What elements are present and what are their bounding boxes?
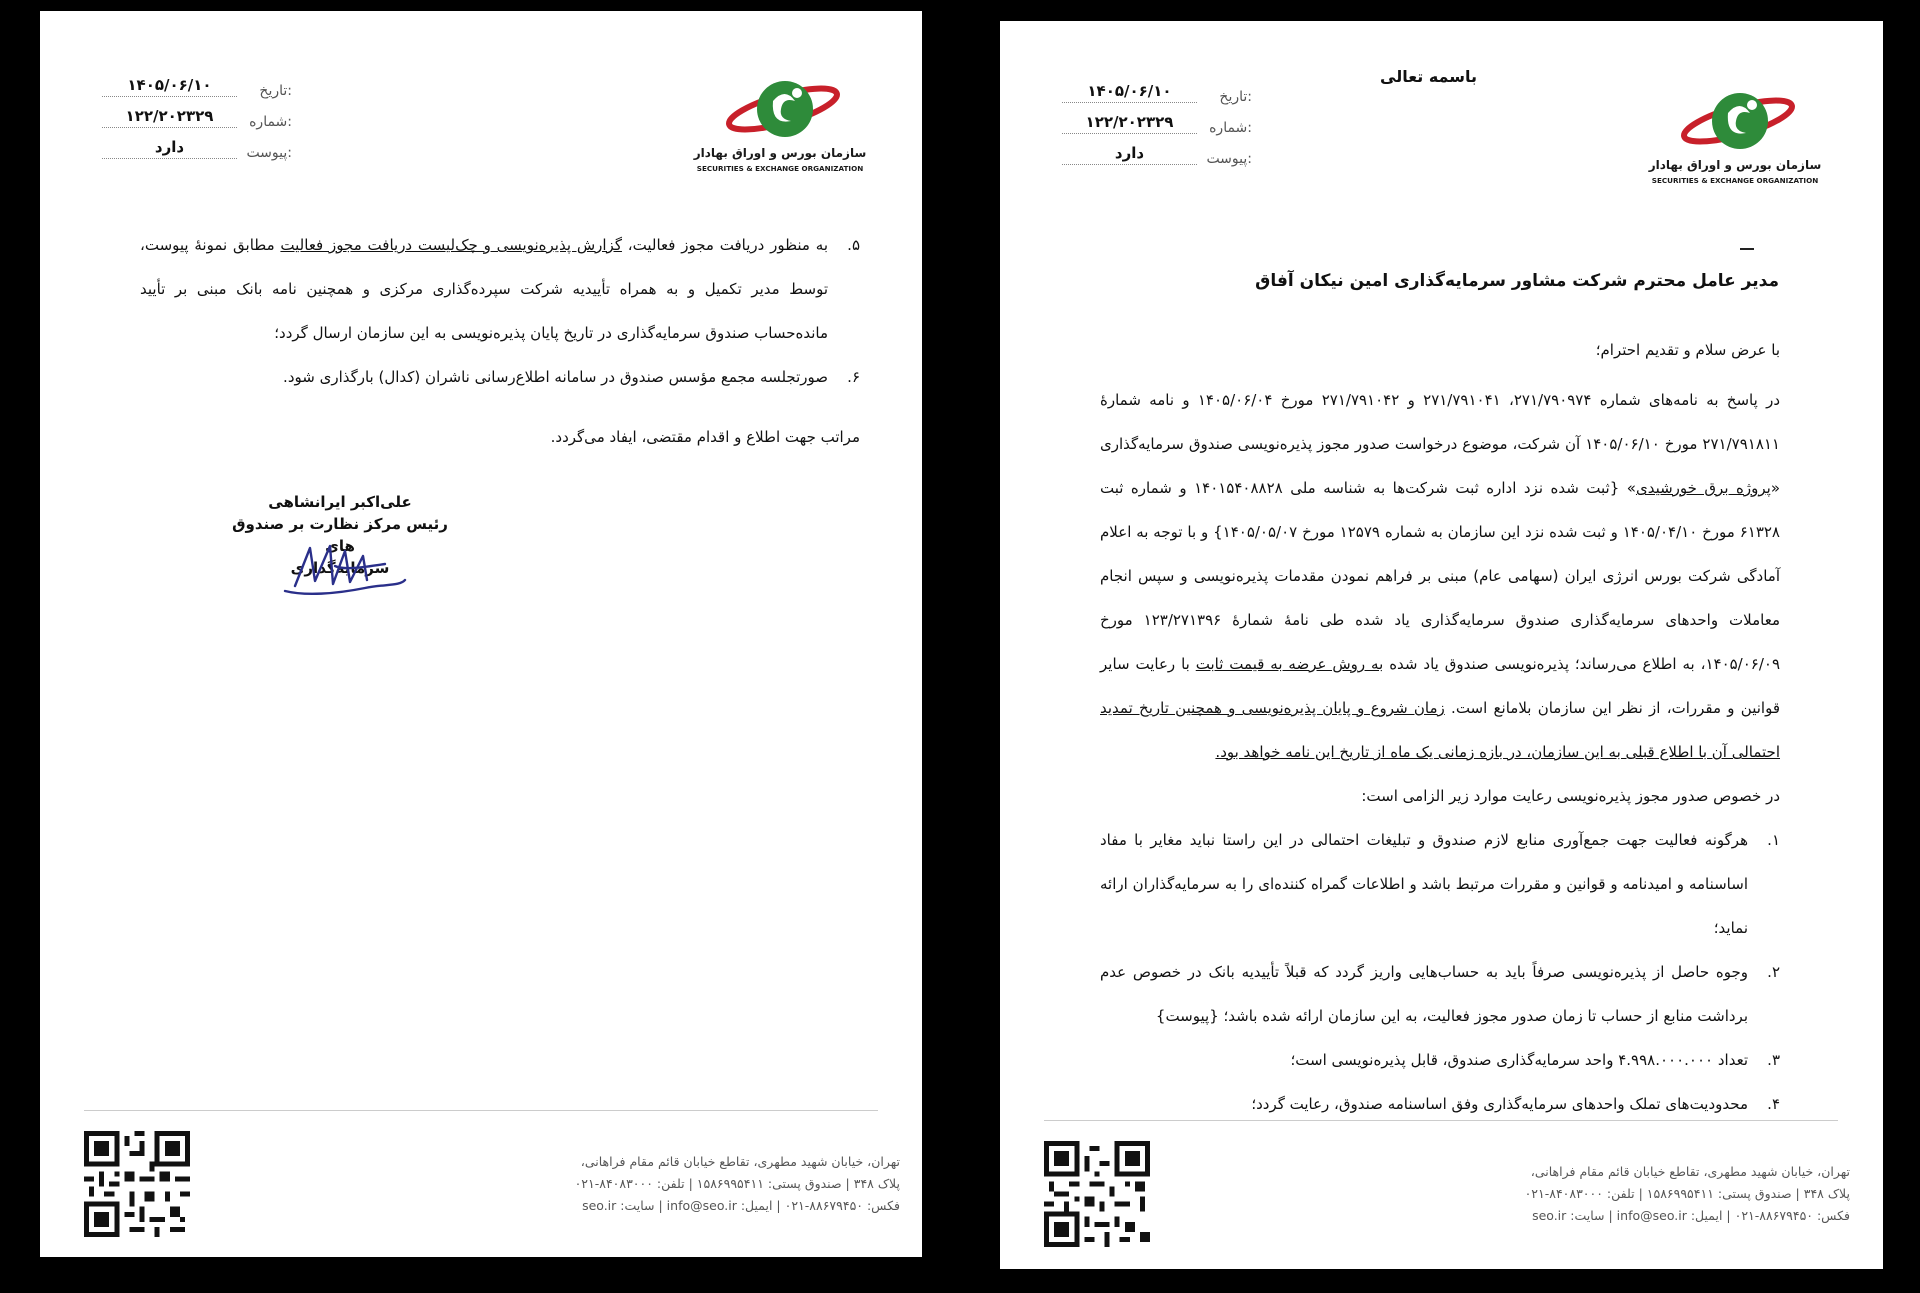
signer-name: علی‌اکبر ایرانشاهی bbox=[268, 493, 412, 511]
seo-logo bbox=[693, 71, 867, 181]
item-number: ۱. bbox=[1767, 831, 1780, 849]
item-number: ۵. bbox=[847, 236, 860, 254]
underlined-text: زمان شروع و پایان پذیره‌نویسی و همچنین تاریخ تمدید احتمالی آن با اطلاع قبلی به این سازمان، در بازه زمانی یک ماه از تاریخ این نامه خواهد بود. bbox=[1100, 699, 1780, 761]
contact-line-2: فکس: ۸۸۶۷۹۴۵۰-۰۲۱ | ایمیل: info@seo.ir | سایت: seo.ir bbox=[582, 1198, 900, 1213]
logo-name-fa: سازمان بورس و اوراق بهادار bbox=[1648, 158, 1822, 172]
signer-title-2: سرمایه‌گذاری bbox=[290, 559, 390, 577]
basmale-heading: باسمه تعالی bbox=[1380, 67, 1477, 86]
item-number: ۳. bbox=[1767, 1051, 1780, 1069]
item-number: ۴. bbox=[1767, 1095, 1780, 1113]
signer-title: رئیس مرکز نظارت بر صندوق های bbox=[232, 515, 448, 555]
number-value: ۱۲۲/۲۰۲۳۲۹ bbox=[1062, 113, 1197, 134]
closing-line: مراتب جهت اطلاع و اقدام مقتضی، ایفاد می‌گردد. bbox=[550, 428, 860, 446]
seo-logo-icon bbox=[1648, 83, 1822, 193]
item-text: مطابق نمونهٔ پیوست، توسط مدیر تکمیل و به همراه تأییدیه شرکت سپرده‌گذاری مرکزی و همچنین نامه بانک مبنی بر تأیید مانده‌حساب صندوق سرمایه‌گذاری در تاریخ پایان پذیره‌نویسی به این سازمان ارسال گردد؛ bbox=[140, 236, 828, 342]
item-text: هرگونه فعالیت جهت جمع‌آوری منابع لازم صندوق و تبلیغات احتمالی در این راستا نباید مغایر با مفاد اساسنامه و امیدنامه و قوانین و مقررات مرتبط باشد و اطلاعات گمراه کننده‌ای را به سرمایه‌گذاران ارائه نماید؛ bbox=[1100, 831, 1748, 937]
letter-body bbox=[1100, 328, 1780, 1126]
footer-address bbox=[1480, 1161, 1850, 1227]
underlined-text: به روش عرضه به قیمت ثابت bbox=[1195, 655, 1384, 673]
greeting: با عرض سلام و تقدیم احترام؛ bbox=[1595, 341, 1780, 359]
qr-code bbox=[1044, 1141, 1150, 1247]
item-text: محدودیت‌های تملک واحدهای سرمایه‌گذاری وفق اساسنامه صندوق، رعایت گردد؛ bbox=[1251, 1095, 1748, 1113]
contact-line: پلاک ۳۴۸ | صندوق پستی: ۱۵۸۶۹۹۵۴۱۱ | تلفن: ۸۴۰۸۳۰۰۰-۰۲۱ bbox=[1524, 1186, 1850, 1201]
logo-name-fa: سازمان بورس و اوراق بهادار bbox=[693, 146, 867, 160]
list-item bbox=[1100, 950, 1780, 1038]
seo-logo-icon bbox=[693, 71, 867, 181]
letter-meta bbox=[102, 77, 292, 170]
attachment-label: پیوست: bbox=[246, 145, 292, 161]
date-value: ۱۴۰۵/۰۶/۱۰ bbox=[1062, 82, 1197, 103]
attachment-value: دارد bbox=[102, 138, 237, 159]
qr-code-icon bbox=[1044, 1141, 1150, 1247]
fund-name: پروژه برق خورشیدی bbox=[1635, 479, 1771, 497]
paragraph-text: در پاسخ به نامه‌های شماره ۲۷۱/۷۹۰۹۷۴، ۲۷۱/۷۹۱۰۴۱ و ۲۷۱/۷۹۱۰۴۲ مورخ ۱۴۰۵/۰۶/۰۴ و نامه شمارهٔ ۲۷۱/۷۹۱۸۱۱ مورخ ۱۴۰۵/۰۶/۱۰ آن شرکت، موضوع درخواست صدور مجوز پذیره‌نویسی صندوق سرمایه‌گذاری « bbox=[1100, 391, 1780, 497]
letter-page-1 bbox=[1000, 21, 1883, 1269]
list-item bbox=[140, 223, 860, 355]
letter-page-2 bbox=[40, 11, 922, 1257]
footer-divider bbox=[1044, 1120, 1838, 1121]
list-item bbox=[1100, 1038, 1780, 1082]
item-text: صورتجلسه مجمع مؤسس صندوق در سامانه اطلاع‌رسانی ناشران (کدال) بارگذاری شود. bbox=[283, 368, 828, 386]
item-number: ۲. bbox=[1767, 963, 1780, 981]
logo-name-en: SECURITIES & EXCHANGE ORGANIZATION bbox=[1651, 176, 1819, 185]
address-line: تهران، خیابان شهید مطهری، تقاطع خیابان قائم مقام فراهانی، bbox=[1530, 1164, 1850, 1179]
footer-address bbox=[530, 1151, 900, 1217]
item-text: تعداد ۴.۹۹۸.۰۰۰.۰۰۰ واحد سرمایه‌گذاری صندوق، قابل پذیره‌نویسی است؛ bbox=[1290, 1051, 1748, 1069]
letter-body-continued bbox=[140, 223, 860, 459]
requirements-intro: در خصوص صدور مجوز پذیره‌نویسی رعایت موارد زیر الزامی است: bbox=[1361, 787, 1780, 805]
date-label: تاریخ: bbox=[259, 83, 292, 99]
main-paragraph bbox=[1100, 378, 1780, 774]
item-underlined-text: گزارش پذیره‌نویسی و چک‌لیست دریافت مجوز فعالیت bbox=[280, 236, 622, 254]
addressee-line: مدیر عامل محترم شرکت مشاور سرمایه‌گذاری امین نیکان آفاق bbox=[1255, 271, 1779, 291]
list-item bbox=[1100, 818, 1780, 950]
contact-line-2: فکس: ۸۸۶۷۹۴۵۰-۰۲۱ | ایمیل: info@seo.ir | سایت: seo.ir bbox=[1532, 1208, 1850, 1223]
qr-code bbox=[84, 1131, 190, 1237]
footer-divider bbox=[84, 1110, 878, 1111]
paragraph-text: با رعایت سایر قوانین و مقررات، از نظر این سازمان بلامانع است. bbox=[1100, 655, 1781, 717]
item-text: به منظور دریافت مجوز فعالیت، bbox=[621, 236, 828, 254]
seo-logo bbox=[1648, 83, 1822, 193]
letter-meta bbox=[1062, 83, 1252, 176]
attachment-label: پیوست: bbox=[1206, 151, 1252, 167]
number-value: ۱۲۲/۲۰۲۳۲۹ bbox=[102, 107, 237, 128]
contact-line: پلاک ۳۴۸ | صندوق پستی: ۱۵۸۶۹۹۵۴۱۱ | تلفن: ۸۴۰۸۳۰۰۰-۰۲۱ bbox=[574, 1176, 900, 1191]
item-text: وجوه حاصل از پذیره‌نویسی صرفاً باید به حساب‌هایی واریز گردد که قبلاً تأییدیه بانک در خصوص عدم برداشت منابع از حساب تا زمان صدور مجوز فعالیت، به این سازمان ارائه شده باشد؛ {پیوست} bbox=[1100, 963, 1748, 1025]
divider-dash bbox=[1740, 248, 1754, 250]
qr-code-icon bbox=[84, 1131, 190, 1237]
logo-name-en: SECURITIES & EXCHANGE ORGANIZATION bbox=[696, 164, 864, 173]
number-label: شماره: bbox=[249, 114, 292, 130]
address-line: تهران، خیابان شهید مطهری، تقاطع خیابان قائم مقام فراهانی، bbox=[580, 1154, 900, 1169]
paragraph-text: » {ثبت شده نزد اداره ثبت شرکت‌ها به شناسه ملی ۱۴۰۱۵۴۰۸۸۲۸ و شماره ثبت ۶۱۳۲۸ مورخ ۱۴۰۵/۰۴/۱۰ و ثبت شده نزد این سازمان به شماره ۱۲۵۷۹ مورخ ۱۴۰۵/۰۵/۰۷} و با توجه به اعلام آمادگی شرکت بورس انرژی ایران (سهامی عام) مبنی بر فراهم نمودن مقدمات پذیره‌نویسی و سپس انجام معاملات واحدهای سرمایه‌گذاری صندوق سرمایه‌گذاری یاد شده طی نامهٔ شمارهٔ ۱۲۳/۲۷۱۳۹۶ مورخ ۱۴۰۵/۰۶/۰۹، به اطلاع می‌رساند؛ پذیره‌نویسی صندوق یاد شده bbox=[1100, 479, 1781, 673]
date-label: تاریخ: bbox=[1219, 89, 1252, 105]
list-item bbox=[140, 355, 860, 399]
item-number: ۶. bbox=[847, 368, 860, 386]
number-label: شماره: bbox=[1209, 120, 1252, 136]
date-value: ۱۴۰۵/۰۶/۱۰ bbox=[102, 76, 237, 97]
attachment-value: دارد bbox=[1062, 144, 1197, 165]
handwritten-signature bbox=[275, 536, 415, 606]
